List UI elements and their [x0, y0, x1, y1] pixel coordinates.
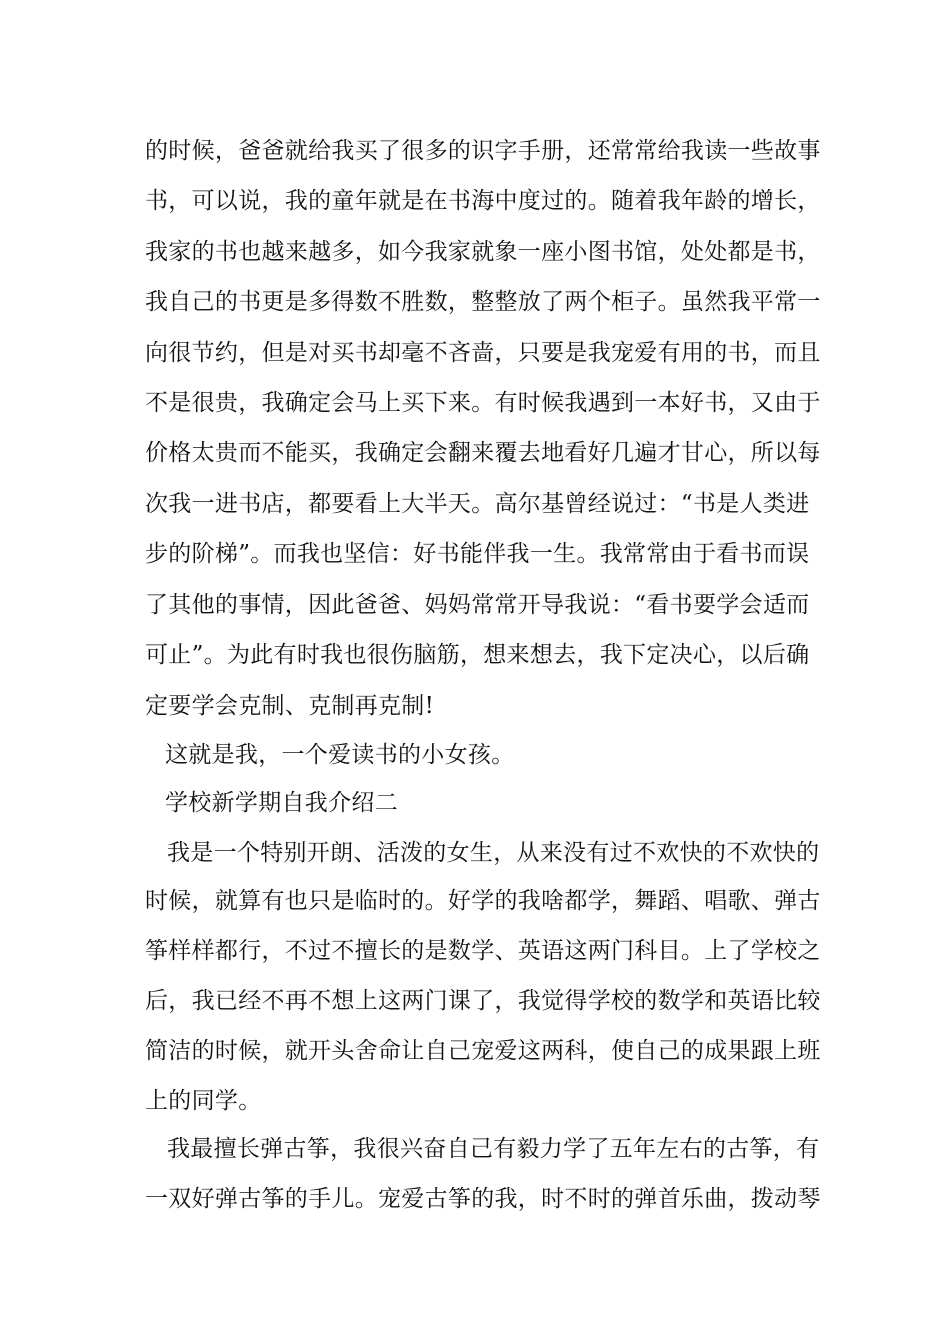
paragraph-line: 这就是我，一个爱读书的小女孩。 [165, 742, 515, 768]
paragraph-line: 价格太贵而不能买，我确定会翻来覆去地看好几遍才甘心，所以每 [145, 440, 821, 466]
paragraph-line: 次我一进书店，都要看上大半天。高尔基曾经说过：“书是人类进 [145, 491, 810, 517]
paragraph-line: 向很节约，但是对买书却毫不吝啬，只要是我宠爱有用的书，而且 [145, 340, 821, 366]
paragraph-line: 定要学会克制、克制再克制! [145, 693, 435, 719]
paragraph-line: 我自己的书更是多得数不胜数，整整放了两个柜子。虽然我平常一 [145, 289, 821, 315]
paragraph-line: 后，我已经不再不想上这两门课了，我觉得学校的数学和英语比较 [145, 988, 821, 1014]
paragraph-line: 时候，就算有也只是临时的。好学的我啥都学，舞蹈、唱歌、弹古 [145, 888, 821, 914]
paragraph-line: 筝样样都行，不过不擅长的是数学、英语这两门科目。上了学校之 [145, 938, 821, 964]
paragraph-line: 我最擅长弹古筝，我很兴奋自己有毅力学了五年左右的古筝，有 [167, 1136, 820, 1162]
paragraph-line: 步的阶梯”。而我也坚信：好书能伴我一生。我常常由于看书而误 [145, 541, 810, 567]
paragraph-line: 一双好弹古筝的手儿。宠爱古筝的我，时不时的弹首乐曲，拨动琴 [145, 1186, 821, 1212]
paragraph-line: 不是很贵，我确定会马上买下来。有时候我遇到一本好书，又由于 [145, 390, 821, 416]
paragraph-line: 的时候，爸爸就给我买了很多的识字手册，还常常给我读一些故事 [145, 138, 821, 164]
paragraph-line: 我是一个特别开朗、活泼的女生，从来没有过不欢快的不欢快的 [167, 840, 820, 866]
paragraph-line: 可止”。为此有时我也很伤脑筋，想来想去，我下定决心，以后确 [145, 642, 810, 668]
paragraph-line: 简洁的时候，就开头舍命让自己宠爱这两科，使自己的成果跟上班 [145, 1038, 821, 1064]
paragraph-line: 书，可以说，我的童年就是在书海中度过的。随着我年龄的增长， [145, 188, 821, 214]
paragraph-line: 了其他的事情，因此爸爸、妈妈常常开导我说：“看书要学会适而 [145, 592, 810, 618]
paragraph-line: 我家的书也越来越多，如今我家就象一座小图书馆，处处都是书， [145, 239, 821, 265]
paragraph-line: 上的同学。 [145, 1088, 262, 1114]
section-heading: 学校新学期自我介绍二 [165, 790, 398, 816]
